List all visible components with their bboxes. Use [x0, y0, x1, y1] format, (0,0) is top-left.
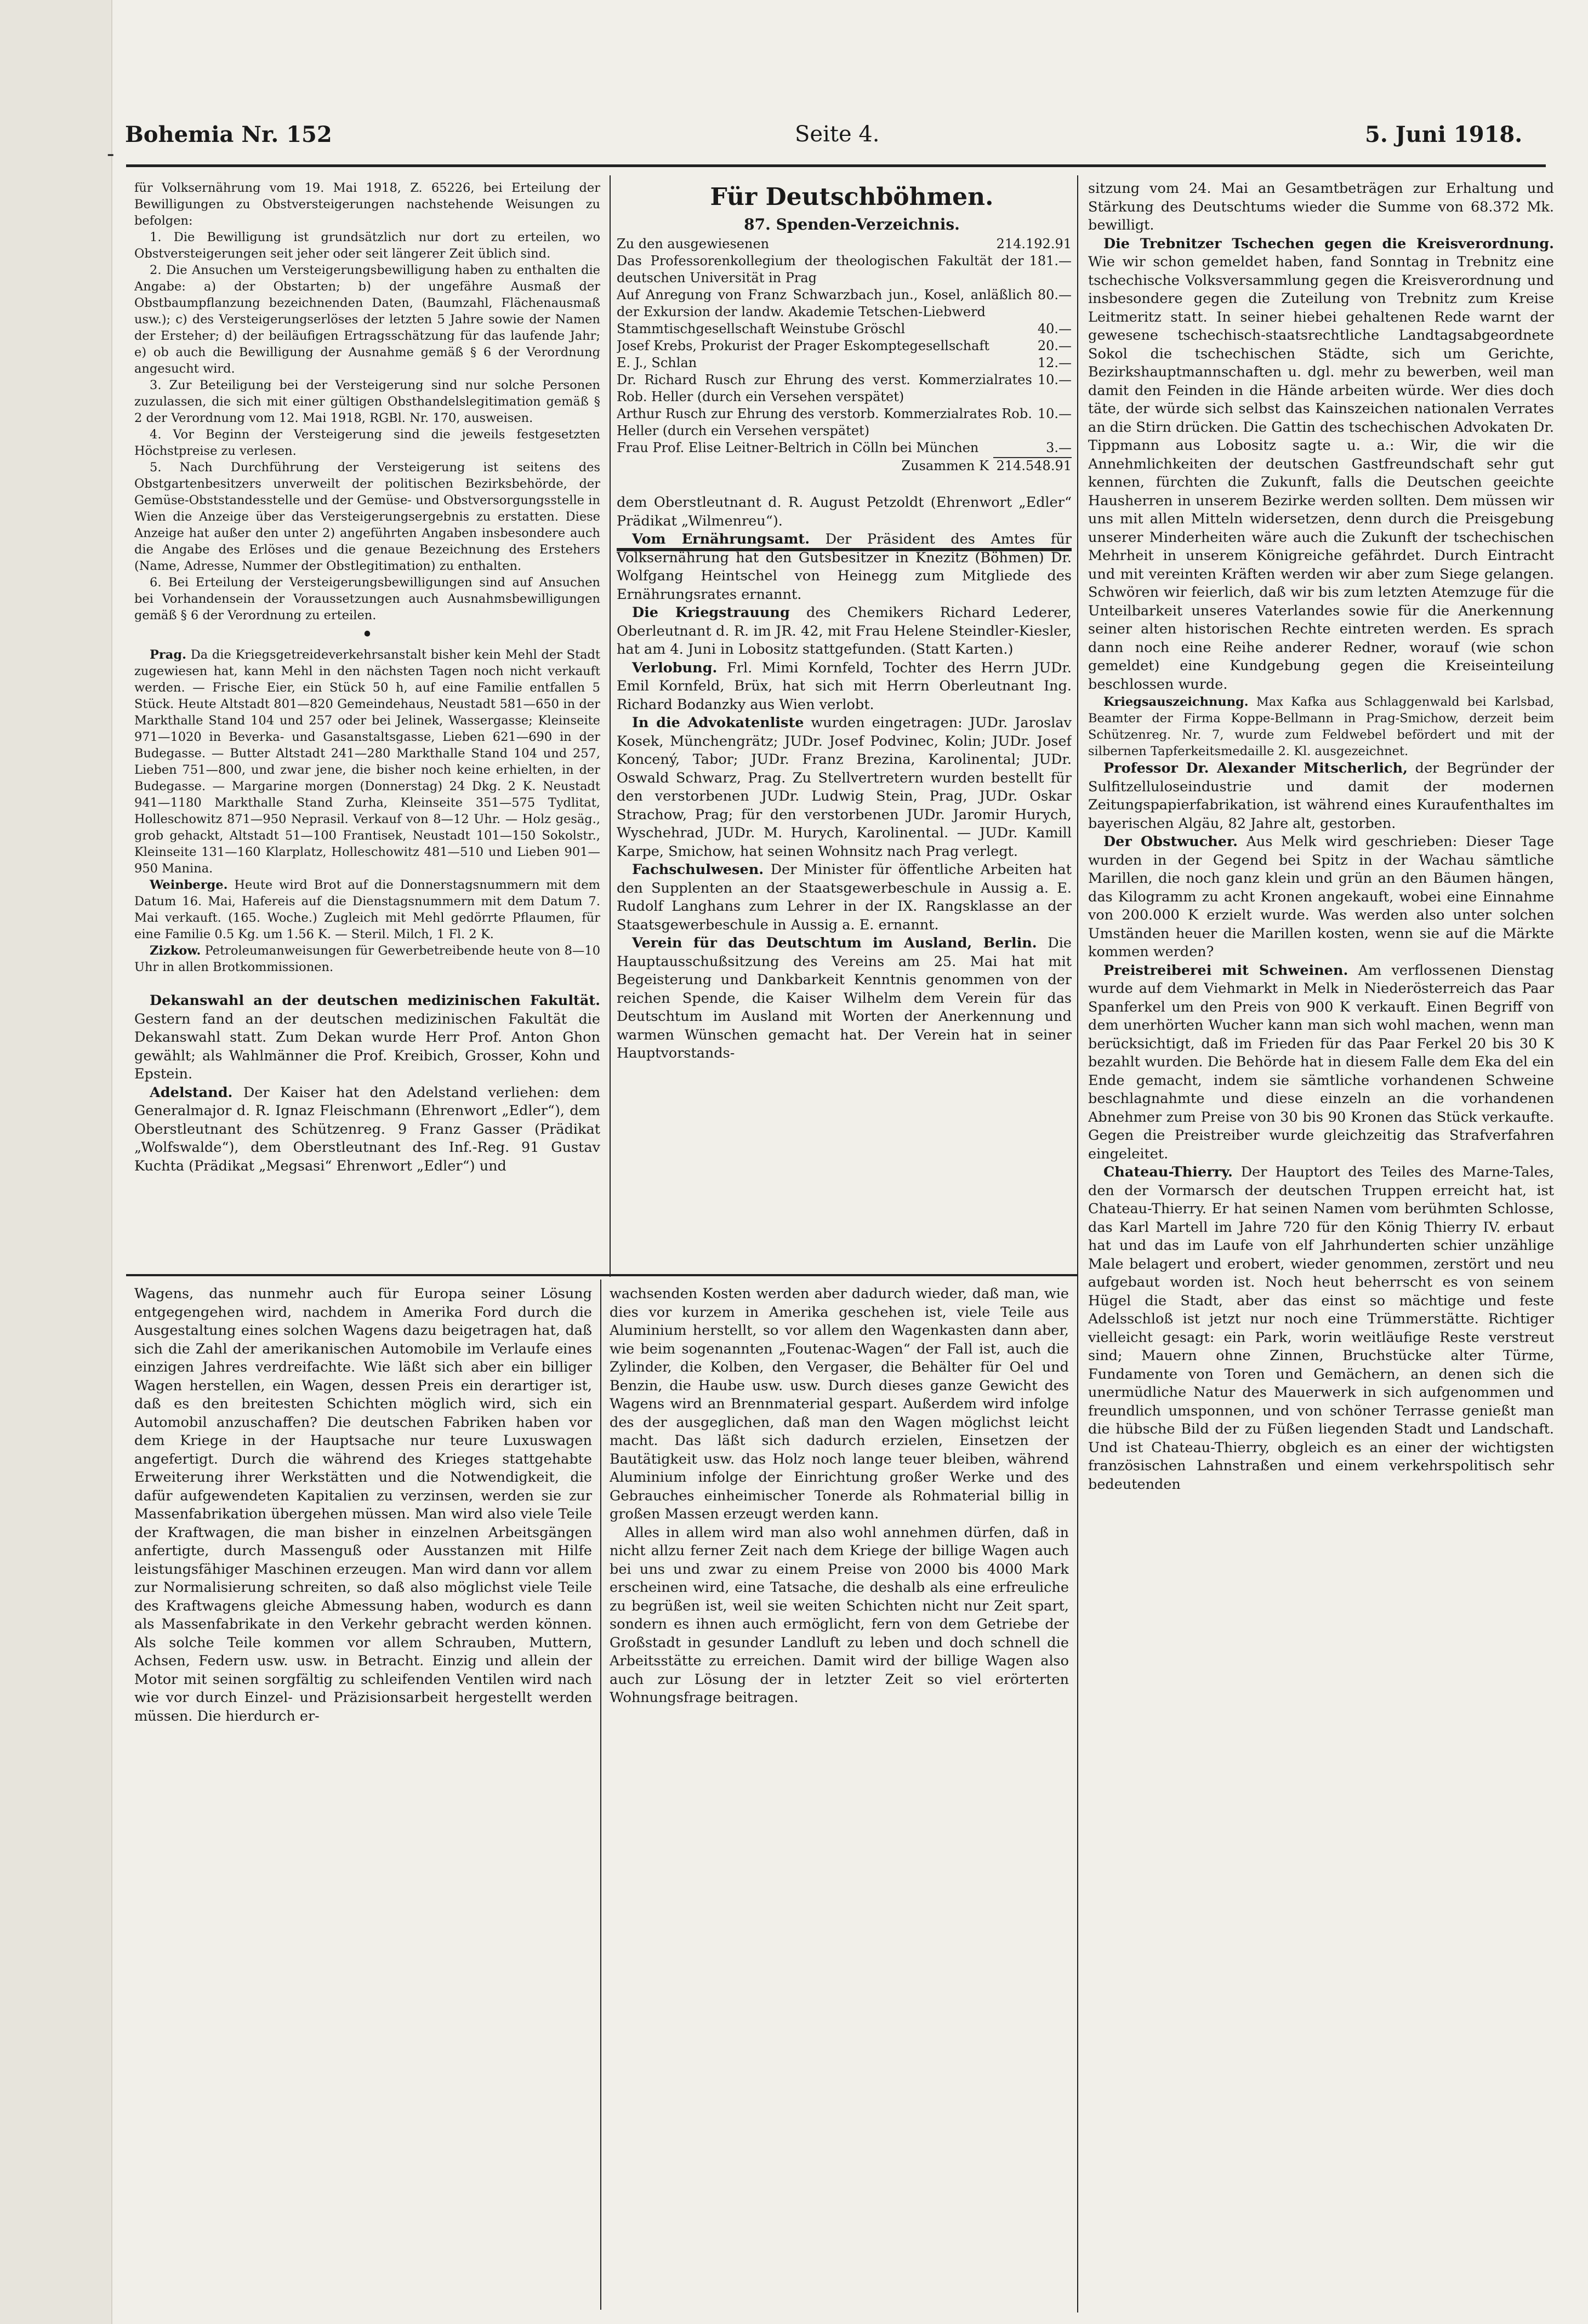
page-margin: [0, 0, 115, 2324]
header-date: 5. Juni 1918.: [1365, 122, 1523, 147]
article-zizkow: Zizkow. Petroleumanweisungen für Gewerbetreibende heute von 8—10 Uhr in allen Brotkommissionen.: [134, 944, 600, 974]
feuilleton-text: wachsenden Kosten werden aber dadurch wieder, daß man, wie dies vor kurzem in Amerika geschehen ist, viele Teile aus Aluminium herstellt, so vor allem den Wagenkasten dann aber, wie beim sogenannten „Foutenac-Wagen“ der Fall ist, auch die Zylinder, die Kolben, den Vergaser, die Behälter für Oel und Benzin, die Haube usw. usw. Durch dieses ganze Gewicht des Wagens wird an Brennmaterial gespart. Außerdem wird infolge des der ausgeglichen, daß man den Wagen möglichst leicht macht. Das läßt sich dadurch erzielen, Einsetzen der Bautätigkeit usw. das Holz noch lange teuer bleiben, während Aluminium infolge der Einrichtung großer Werke und des Gebrauches einheimischer Tonerde als Rohmaterial billig in großen Massen erzeugt werden kann.: [610, 1286, 1069, 1522]
article-continuation: dem Oberstleutnant d. R. August Petzoldt (Ehrenwort „Edler“ Prädikat „Wilmenreu“).: [617, 494, 1072, 529]
regulation-item: 6. Bei Erteilung der Versteigerungsbewilligungen sind auf Ansuchen bei Vorhandensein der Voraussetzungen auch Ausnahmsbewilligungen gemäß § 6 der Verordnung zu erteilen.: [134, 575, 600, 623]
regulation-item: 3. Zur Beteiligung bei der Versteigerung sind nur solche Personen zuzulassen, die sich mit einer gültigen Obsthandelslegitimation gemäß § 2 der Verordnung vom 12. Mai 1918, RGBl. Nr. 170, ausweisen.: [134, 378, 600, 425]
article-dekanswahl: Dekanswahl an der deutschen medizinischen Fakultät. Gestern fand an der deutschen medizinischen Fakultät die Dekanswahl statt. Zum Dekan wurde Herr Prof. Anton Ghon gewählt; als Wahlmänner die Prof. Kreibich, Grosser, Kohn und Epstein.: [134, 992, 600, 1082]
article-verlobung: Verlobung. Frl. Mimi Kornfeld, Tochter des Herrn JUDr. Emil Kornfeld, Brüx, hat sich mit Herrn Oberleutnant Ing. Richard Bodanzky aus Wien verlobt.: [617, 659, 1072, 713]
article-mitscherlich: Professor Dr. Alexander Mitscherlich, der Begründer der Sulfitzelluloseindustrie und damit der modernen Zeitungspapierfabrikation, ist während eines Kuraufenthaltes im bayerischen Algäu, 82 Jahre alt, gestorben.: [1088, 760, 1554, 832]
header-issue: Bohemia Nr. 152: [125, 122, 332, 147]
article-continuation: sitzung vom 24. Mai an Gesamtbeträgen zur Erhaltung und Stärkung des Deutschtums wieder die Summe von 68.372 Mk. bewilligt.: [1088, 180, 1554, 233]
donation-row: Stammtischgesellschaft Weinstube Gröschl 40.—: [617, 321, 1072, 336]
separator-dot: •: [361, 624, 373, 646]
article-heading: Preistreiberei mit Schweinen.: [1103, 962, 1348, 979]
article-ernaehrungsamt: Vom Ernährungsamt. Der Präsident des Amtes für Volksernährung hat den Gutsbesitzer in Knezitz (Böhmen) Dr. Wolfgang Heintschel von Heinegg zum Mitgliede des Ernährungsrates ernannt.: [617, 531, 1072, 603]
article-obstwucher: Der Obstwucher. Aus Melk wird geschrieben: Dieser Tage wurden in der Gegend bei Spitz in der Wachau sämtliche Marillen, die noch ganz klein und grün an den Bäumen hängen, das Kilogramm zu acht Kronen angekauft, wobei eine Einnahme von 200.000 K erzielt wurde. Was werden also unter solchen Umständen heuer die Marillen kosten, wenn sie auf die Märkte kommen werden?: [1088, 833, 1554, 960]
article-trebnitz: Die Trebnitzer Tschechen gegen die Kreisverordnung. Wie wir schon gemeldet haben, fand Sonntag in Trebnitz eine tschechische Volksversammlung gegen die Kreisverordnung und insbesondere gegen die Zuteilung von Trebnitz zum Kreise Leitmeritz statt. In seiner hiebei gehaltenen Rede warnt der gewesene tschechisch-staatsrechtliche Landtagsabgeordnete Sokol die tschechischen Städte, sich um Gerichte, Bezirkshauptmannschaften u. dgl. mehr zu bewerben, weil man damit den Feinden in die Hände arbeiten würde. Wer dies doch täte, der würde sich selbst das Kainszeichen nationalen Verrates an die Stirn drücken. Die Gattin des tschechischen Advokaten Dr. Tippmann aus Lobositz sagte u. a.: Wir, die wir die Annehmlichkeiten der deutschen Gastfreundschaft sehr gut kennen, fürchten die Zukunft, falls die Deutschen geeichte Hausherren in unserem Bezirke werden sollten. Dem müssen wir uns mit allen Mitteln widersetzen, denn durch die Preisgebung unserer Minderheiten wäre auch die Zukunft der tschechischen Mehrheit in unserem Königreiche gefährdet. Durch Eintracht und mit vereinten Kräften werden wir aber zum Siege gelangen. Schwören wir feierlich, daß wir bis zum letzten Atemzuge für die Unteilbarkeit unseres Vaterlandes sowie für die Anerkennung seiner alten historischen Rechte eintreten werden. Es sprach dann noch eine Reihe anderer Redner, worauf (wie schon gemeldet) eine Kundgebung gegen die Kreiseinteilung beschlossen wurde.: [1088, 235, 1554, 693]
donation-row: Auf Anregung von Franz Schwarzbach jun., Kosel, anläßlich der Exkursion der landw. Akademie Tetschen-Liebwerd 80.—: [617, 287, 1072, 319]
article-heading: Kriegsauszeichnung.: [1103, 695, 1249, 709]
article-preistreiberei: Preistreiberei mit Schweinen. Am verflossenen Dienstag wurde auf dem Viehmarkt in Melk in Niederösterreich das Paar Spanferkel um den Preis von 900 K verkauft. Einen Begriff von dem unerhörten Wucher kann man sich wohl machen, wenn man berücksichtigt, daß im Frieden für das Paar Ferkel 20 bis 30 K bezahlt wurden. Die Behörde hat in diesem Falle dem Eka del ein Ende gemacht, indem sie sämtliche vorhandenen Schweine beschlagnahmte und diese einzeln an die vorhandenen Abnehmer zum Preise von 30 bis 90 Kronen das Stück verkaufte. Gegen die Preistreiber wurde gleichzeitig das Strafverfahren eingeleitet.: [1088, 962, 1554, 1162]
feuilleton-column-2: [610, 1285, 1069, 2310]
section-rule: [610, 1274, 1077, 1276]
article-heading: Zizkow.: [150, 944, 201, 958]
regulation-item: 4. Vor Beginn der Versteigerung sind die jeweils festgesetzten Höchstpreise zu verlesen.: [134, 427, 600, 458]
article-kriegstrauung: Die Kriegstrauung des Chemikers Richard Lederer, Oberleutnant d. R. im JR. 42, mit Frau Helene Steindler-Kiesler, hat am 4. Juni in Lobositz stattgefunden. (Statt Karten.): [617, 604, 1072, 658]
regulation-item: 2. Die Ansuchen um Versteigerungsbewilligung haben zu enthalten die Angabe: a) der Obstarten; b) der ungefähre Ausmaß der Obstbaumpflanzung bezeichnenden Daten, (Baumzahl, Flächenausmaß usw.); c) des Versteigerungserlöses der letzten 5 Jahre sowie der Namen der Ersteher; d) der beiläufigen Ertragsschätzung für das laufende Jahr; e) ob auch die Bewilligung der Ausnahme gemäß § 6 der Verordnung angesucht wird.: [134, 263, 600, 376]
article-heading: In die Advokatenliste: [632, 715, 804, 731]
article-heading: Weinberge.: [150, 878, 228, 892]
article-chateau-thierry: Chateau-Thierry. Der Hauptort des Teiles des Marne-Tales, den der Vormarsch der deutschen Truppen erreicht hat, ist Chateau-Thierry. Er hat seinen Namen vom berühmten Schlosse, das Karl Martell im Jahre 720 für den König Thierry IV. erbaut hat und das im Laufe von elf Jahrhunderten schier unzählige Male belagert und erobert, wieder genommen, zerstört und neu aufgebaut worden ist. Noch heut beherrscht es von seinem Hügel die Stadt, aber das einst so mächtige und feste Adelsschloß ist jetzt nur noch eine Trümmerstätte. Richtiger vielleicht gesagt: ein Park, worin weitläufige Reste verstreut sind; Mauern ohne Zinnen, Bruchstücke alter Türme, Fundamente von Toren und Gemächern, an denen sich die unermüdliche Natur des Mauerwerk in sich aufgenommen und freundlich umsponnen, und von schöner Terrasse genießt man die hübsche Bild der zu Füßen liegenden Stadt und Landschaft. Und ist Chateau-Thierry, obgleich es an einer der wichtigsten französischen Lahnstraßen und einem verkehrspolitisch sehr bedeutenden: [1088, 1164, 1554, 1493]
donation-row: Frau Prof. Elise Leitner-Beltrich in Cölln bei München 3.—: [617, 440, 1072, 455]
article-heading: Die Trebnitzer Tschechen gegen die Kreisverordnung.: [1103, 235, 1554, 252]
donation-row: Arthur Rusch zur Ehrung des verstorb. Kommerzialrates Rob. Heller (durch ein Versehen verspätet) 10.—: [617, 406, 1072, 438]
article-heading: Die Kriegstrauung: [632, 604, 790, 621]
article-heading: Chateau-Thierry.: [1103, 1164, 1233, 1180]
article-heading: Der Obstwucher.: [1103, 833, 1238, 850]
column-1: [134, 180, 600, 1270]
article-heading: Verlobung.: [632, 659, 718, 676]
article-heading: Fachschulwesen.: [632, 861, 764, 878]
section-rule: [126, 1274, 611, 1276]
feuilleton-column-1: [134, 1285, 592, 2310]
regulation-intro: für Volksernährung vom 19. Mai 1918, Z. 65226, bei Erteilung der Bewilligungen zu Obstversteigerungen nachstehende Weisungen zu befolgen:: [134, 181, 600, 228]
header-page-number: Seite 4.: [795, 122, 880, 147]
margin-dot: -: [107, 141, 115, 167]
article-heading: Prag.: [150, 648, 186, 662]
article-heading: Professor Dr. Alexander Mitscherlich,: [1103, 760, 1408, 776]
article-weinberge: Weinberge. Heute wird Brot auf die Donnerstagsnummern mit dem Datum 16. Mai, Hafereis auf die Dienstagsnummern mit dem Datum 7. Mai verkauft. (165. Woche.) Zugleich mit Mehl gedörrte Pflaumen, für eine Familie 0.5 Kg. um 1.56 K. — Steril. Milch, 1 Fl. 2 K.: [134, 878, 600, 941]
donation-list: [617, 236, 1072, 475]
article-heading: Verein für das Deutschtum im Ausland, Berlin.: [632, 935, 1037, 951]
feuilleton-text: Alles in allem wird man also wohl annehmen dürfen, daß in nicht allzu ferner Zeit nach dem Kriege der billige Wagen auch bei uns und zwar zu einem Preise von 2000 bis 4000 Mark erscheinen wird, eine Tatsache, die deshalb als eine erfreuliche zu begrüßen ist, weil sie weiten Schichten nicht nur Zeit spart, sondern es ihnen auch ermöglicht, fern von dem Getriebe der Großstadt in gesunder Landluft zu leben und doch schnell die Arbeitsstätte zu erreichen. Damit wird der billige Wagen also auch zur Lösung der in letzter Zeit so viel erörterten Wohnungsfrage beitragen.: [610, 1524, 1069, 1706]
section-subtitle: 87. Spenden-Verzeichnis.: [744, 215, 960, 233]
column-divider: [600, 1280, 601, 2310]
column-2: [617, 181, 1072, 1271]
column-3: [1088, 180, 1554, 2306]
feuilleton-text: Wagens, das nunmehr auch für Europa seiner Lösung entgegengehen wird, nachdem in Amerika Ford durch die Ausgestaltung eines solchen Wagens dazu beigetragen hat, daß sich die Zahl der amerikanischen Automobile im Verlaufe eines einzigen Jahres verdreifachte. Wie läßt sich aber ein billiger Wagen herstellen, ein Wagen, dessen Preis ein derartiger ist, daß es den breitesten Schichten möglich wird, sich ein Automobil anzuschaffen? Die deutschen Fabriken haben vor dem Kriege in der Hauptsache nur teure Luxuswagen angefertigt. Durch die während des Krieges stattgehabte Erweiterung ihrer Werkstätten und die Notwendigkeit, die dafür aufgewendeten Kapitalien zu verzinsen, werden sie zur Massenfabrikation übergehen müssen. Man wird also viele Teile der Kraftwagen, die man bisher in einzelnen Arbeitsgängen anfertigte, durch Massenguß oder Ausstanzen mit Hilfe leistungsfähiger Maschinen erzeugen. Man wird dann vor allem zur Normalisierung schreiten, so daß also möglichst viele Teile des Kraftwagens gleiche Abmessung haben, wodurch es dann als Massenfabrikate in den Verkehr gebracht werden können. Als solche Teile kommen vor allem Schrauben, Muttern, Achsen, Federn usw. usw. in Betracht. Einzig und allein der Motor mit seinen sorgfältig zu schleifenden Ventilen wird nach wie vor durch Einzel- und Präzisionsarbeit hergestellt werden müssen. Die hierdurch er-: [134, 1286, 592, 1725]
header-rule: [126, 164, 1546, 167]
article-heading: Adelstand.: [150, 1084, 233, 1101]
donation-row: E. J., Schlan 12.—: [617, 355, 1072, 370]
article-advokatenliste: In die Advokatenliste wurden eingetragen: JUDr. Jaroslav Kosek, Münchengrätz; JUDr. Josef Podvinec, Kolin; JUDr. Josef Koncený, Tabor; JUDr. Franz Brezina, Karolinental; JUDr. Oswald Schwarz, Prag. Zu Stellvertretern wurden bestellt für den verstorbenen JUDr. Ludwig Stein, Prag, JUDr. Oskar Strachow, Prag; für den verstorbenen JUDr. Jaromir Hurych, Wyschehrad, JUDr. M. Hurych, Karolinental. — JUDr. Kamill Karpe, Smichow, hat seinen Wohnsitz nach Prag verlegt.: [617, 715, 1072, 860]
article-heading: Vom Ernährungsamt.: [632, 531, 810, 547]
article-prag: Prag. Da die Kriegsgetreideverkehrsanstalt bisher kein Mehl der Stadt zugewiesen hat, kann Mehl in den nächsten Tagen noch nicht verkauft werden. — Frische Eier, ein Stück 50 h, auf eine Familie entfallen 5 Stück. Heute Altstadt 801—820 Gemeindehaus, Neustadt 581—650 in der Markthalle Stand 104 und 257 oder bei Jelinek, Wassergasse; Kleinseite 971—1020 in Beverka- und Gasanstaltsgasse, Lieben 621—690 in der Budegasse. — Butter Altstadt 241—280 Markthalle Stand 104 und 257, Lieben 751—800, und zwar jene, die bisher noch keine erhielten, in der Budegasse. — Margarine morgen (Donnerstag) 24 Dkg. 2 K. Neustadt 941—1180 Markthalle Stand Zurha, Kleinseite 351—575 Tydlitat, Holleschowitz 871—950 Neprasil. Verkauf von 8—12 Uhr. — Holz gesäg., grob gehackt, Altstadt 51—100 Frantisek, Neustadt 101—150 Sokolstr., Kleinseite 131—160 Klarplatz, Holleschowitz 481—510 und Lieben 901—950 Manina.: [134, 648, 600, 876]
article-adelstand: Adelstand. Der Kaiser hat den Adelstand verliehen: dem Generalmajor d. R. Ignaz Fleischmann (Ehrenwort „Edler“), dem Oberstleutnant des Schützenreg. 9 Franz Gasser (Prädikat „Wolfswalde“), dem Oberstleutnant des Inf.-Reg. 91 Gustav Kuchta (Prädikat „Megsasi“ Ehrenwort „Edler“) und: [134, 1084, 600, 1174]
donation-total: Zusammen K 214.548.91: [901, 458, 1072, 473]
donation-row: Das Professorenkollegium der theologischen Fakultät der deutschen Universität in Prag 181.—: [617, 253, 1072, 285]
regulation-item: 5. Nach Durchführung der Versteigerung ist seitens des Obstgartenbesitzers unverweilt der politischen Bezirksbehörde, der Gemüse-Obststandesstelle und der Gemüse- und Obstversorgungsstelle in Wien die Anzeige über das Versteigerungsergebnis zu erstatten. Diese Anzeige hat außer den unter 2) angeführten Angaben insbesondere auch die Angabe des Erlöses und die genaue Bezeichnung des Erstehers (Name, Adresse, Nummer der Obstlegitimation) zu enthalten.: [134, 460, 600, 573]
article-kriegsauszeichnung: Kriegsauszeichnung. Max Kafka aus Schlaggenwald bei Karlsbad, Beamter der Firma Koppe-Bellmann in Prag-Smichow, derzeit beim Schützenreg. Nr. 7, wurde zum Feldwebel befördert und mit der silbernen Tapferkeitsmedaille 2. Kl. ausgezeichnet.: [1088, 695, 1554, 758]
column-divider: [1077, 175, 1078, 2312]
article-verein: Verein für das Deutschtum im Ausland, Berlin. Die Hauptausschußsitzung des Vereins am 25. Mai hat mit Begeisterung und Dankbarkeit Kenntnis genommen von der reichen Spende, die Kaiser Wilhelm dem Verein für das Deutschtum im Ausland mit Worten der Anerkennung und warmen Wünschen gemacht hat. Der Verein hat in seiner Hauptvorstands-: [617, 935, 1072, 1061]
section-title: Für Deutschböhmen.: [710, 183, 994, 211]
article-heading: Dekanswahl an der deutschen medizinischen Fakultät.: [150, 992, 600, 1009]
article-fachschulwesen: Fachschulwesen. Der Minister für öffentliche Arbeiten hat den Supplenten an der Staatsgewerbeschule in Aussig a. E. Rudolf Langhans zum Lehrer in der IX. Rangsklasse an der Staatsgewerbeschule in Aussig a. E. ernannt.: [617, 861, 1072, 933]
column-divider: [610, 175, 611, 1277]
donation-row: Zu den ausgewiesenen 214.192.91: [617, 236, 1072, 252]
regulation-item: 1. Die Bewilligung ist grundsätzlich nur dort zu erteilen, wo Obstversteigerungen seit jeher oder seit längerer Zeit üblich sind.: [134, 230, 600, 261]
donation-row: Dr. Richard Rusch zur Ehrung des verst. Kommerzialrates Rob. Heller (durch ein Versehen verspätet) 10.—: [617, 372, 1072, 404]
donation-row: Josef Krebs, Prokurist der Prager Eskomptegesellschaft 20.—: [617, 338, 1072, 353]
